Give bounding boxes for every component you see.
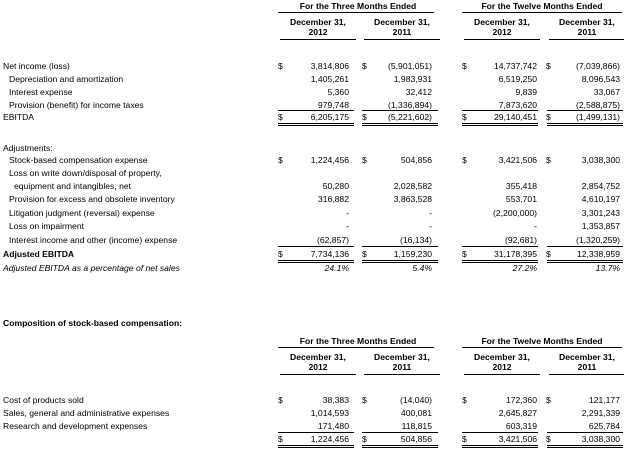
currency-symbol: $ xyxy=(546,395,551,405)
value-cell: 50,280 xyxy=(322,181,349,191)
section-title: Composition of stock-based compensation: xyxy=(3,318,183,328)
value-cell: 2,645,827 xyxy=(498,408,537,418)
column-header-rule xyxy=(280,374,356,375)
column-header-year: 2012 xyxy=(308,362,328,372)
value-cell: 3,038,300 xyxy=(581,155,620,165)
group-header-rule xyxy=(278,347,434,348)
subtotal-rule xyxy=(547,246,623,247)
column-header-rule xyxy=(464,374,540,375)
value-cell: (2,588,875) xyxy=(576,100,620,110)
value-cell: (14,040) xyxy=(399,395,432,405)
value-cell: 38,383 xyxy=(322,395,349,405)
value-cell: 504,856 xyxy=(400,434,432,444)
group-header-rule xyxy=(462,12,622,13)
value-cell: 3,814,806 xyxy=(310,61,349,71)
column-header-rule xyxy=(549,374,624,375)
currency-symbol: $ xyxy=(462,155,467,165)
column-header-line1: December 31, xyxy=(374,352,430,362)
row-label: Loss on impairment xyxy=(9,221,84,231)
total-rule xyxy=(547,125,623,126)
value-cell: 29,140,451 xyxy=(493,112,537,122)
column-header-year: 2012 xyxy=(308,27,328,37)
total-rule xyxy=(462,123,538,124)
value-cell: (16,134) xyxy=(399,235,432,245)
value-cell: 6,205,175 xyxy=(310,112,349,122)
value-cell: 3,038,300 xyxy=(581,434,620,444)
group-header-twelve-months: For the Twelve Months Ended xyxy=(481,336,603,346)
value-cell: 121,177 xyxy=(588,395,620,405)
value-cell: 24.1% xyxy=(324,263,349,273)
currency-symbol: $ xyxy=(362,395,367,405)
value-cell: 33,067 xyxy=(593,87,620,97)
value-cell: 3,301,243 xyxy=(581,208,620,218)
value-cell: - xyxy=(534,221,537,231)
currency-symbol: $ xyxy=(362,249,367,259)
value-cell: 553,701 xyxy=(505,194,537,204)
value-cell: 1,224,456 xyxy=(310,434,349,444)
total-rule xyxy=(547,123,623,124)
subtotal-rule xyxy=(278,246,354,247)
value-cell: 118,815 xyxy=(401,421,432,431)
subtotal-rule xyxy=(278,110,354,111)
currency-symbol: $ xyxy=(362,434,367,444)
subtotal-rule xyxy=(362,432,438,433)
value-cell: 14,737,742 xyxy=(493,61,537,71)
value-cell: 8,096,543 xyxy=(581,74,620,84)
subtotal-rule xyxy=(278,432,354,433)
subtotal-rule xyxy=(547,110,623,111)
value-cell: (1,336,894) xyxy=(388,100,432,110)
total-rule xyxy=(547,445,623,446)
value-cell: 504,856 xyxy=(400,155,432,165)
group-header-rule xyxy=(278,12,434,13)
value-cell: 12,338,959 xyxy=(576,249,620,259)
row-label: Provision for excess and obsolete inventory xyxy=(9,194,175,204)
column-header-line1: December 31, xyxy=(474,17,530,27)
total-rule xyxy=(362,447,438,448)
row-label-adjusted-percentage: Adjusted EBITDA as a percentage of net sales xyxy=(3,263,180,273)
value-cell: 31,178,395 xyxy=(493,249,537,259)
value-cell: 1,159,230 xyxy=(393,249,432,259)
currency-symbol: $ xyxy=(278,61,283,71)
value-cell: (1,499,131) xyxy=(576,112,620,122)
total-rule xyxy=(462,447,538,448)
value-cell: (92,681) xyxy=(504,235,537,245)
total-rule xyxy=(362,260,438,261)
row-label: Cost of products sold xyxy=(3,395,84,405)
subtotal-rule xyxy=(362,110,438,111)
value-cell: 1,983,931 xyxy=(393,74,432,84)
currency-symbol: $ xyxy=(546,434,551,444)
value-cell: 625,784 xyxy=(588,421,620,431)
total-rule xyxy=(362,125,438,126)
total-rule xyxy=(362,445,438,446)
total-rule xyxy=(547,447,623,448)
currency-symbol: $ xyxy=(462,112,467,122)
value-cell: 979,748 xyxy=(317,100,349,110)
currency-symbol: $ xyxy=(546,61,551,71)
column-header-rule xyxy=(364,39,440,40)
column-header-year: 2011 xyxy=(577,362,597,372)
subtotal-rule xyxy=(462,246,538,247)
column-header-year: 2011 xyxy=(392,362,412,372)
column-header-line1: December 31, xyxy=(374,17,430,27)
group-header-three-months: For the Three Months Ended xyxy=(299,1,417,11)
row-label: Research and development expenses xyxy=(3,421,148,431)
subtotal-rule xyxy=(462,432,538,433)
total-rule xyxy=(278,125,354,126)
row-label: Net income (loss) xyxy=(3,61,70,71)
currency-symbol: $ xyxy=(546,155,551,165)
row-label: EBITDA xyxy=(3,112,35,122)
row-label: Interest expense xyxy=(9,87,73,97)
value-cell: 7,734,136 xyxy=(310,249,349,259)
value-cell: (2,200,000) xyxy=(493,208,537,218)
value-cell: 172,360 xyxy=(505,395,537,405)
section-label: Adjustments: xyxy=(3,143,53,153)
value-cell: 3,863,528 xyxy=(393,194,432,204)
column-header-rule xyxy=(364,374,440,375)
currency-symbol: $ xyxy=(278,395,283,405)
row-label-adjusted-ebitda: Adjusted EBITDA xyxy=(3,249,75,259)
column-header-year: 2012 xyxy=(492,27,512,37)
column-header-line1: December 31, xyxy=(474,352,530,362)
total-rule xyxy=(278,260,354,261)
value-cell: 5.4% xyxy=(412,263,432,273)
value-cell: 355,418 xyxy=(505,181,537,191)
total-rule xyxy=(547,260,623,261)
group-header-rule xyxy=(462,347,622,348)
value-cell: 2,854,752 xyxy=(581,181,620,191)
total-rule xyxy=(278,445,354,446)
total-rule xyxy=(462,445,538,446)
column-header-year: 2012 xyxy=(492,362,512,372)
column-header-rule xyxy=(464,39,540,40)
value-cell: 1,405,261 xyxy=(310,74,349,84)
value-cell: 6,519,250 xyxy=(498,74,537,84)
value-cell: 5,360 xyxy=(327,87,349,97)
column-header-year: 2011 xyxy=(392,27,412,37)
currency-symbol: $ xyxy=(278,155,283,165)
row-label: Depreciation and amortization xyxy=(9,74,124,84)
currency-symbol: $ xyxy=(546,249,551,259)
value-cell: - xyxy=(346,221,349,231)
total-rule xyxy=(462,260,538,261)
column-header-rule xyxy=(280,39,356,40)
currency-symbol: $ xyxy=(462,395,467,405)
row-label: Litigation judgment (reversal) expense xyxy=(9,208,155,218)
currency-symbol: $ xyxy=(462,434,467,444)
currency-symbol: $ xyxy=(278,434,283,444)
group-header-twelve-months: For the Twelve Months Ended xyxy=(481,1,603,11)
column-header-line1: December 31, xyxy=(290,352,346,362)
value-cell: 603,319 xyxy=(505,421,537,431)
value-cell: 171,480 xyxy=(317,421,349,431)
row-label: Interest income and other (income) expense xyxy=(9,235,178,245)
value-cell: 1,353,857 xyxy=(581,221,620,231)
total-rule xyxy=(362,123,438,124)
value-cell: - xyxy=(346,208,349,218)
column-header-rule xyxy=(549,39,624,40)
column-header-line1: December 31, xyxy=(559,352,615,362)
value-cell: 4,610,197 xyxy=(581,194,620,204)
subtotal-rule xyxy=(547,432,623,433)
subtotal-rule xyxy=(362,246,438,247)
column-header-year: 2011 xyxy=(577,27,597,37)
value-cell: - xyxy=(429,221,432,231)
column-header-line1: December 31, xyxy=(290,17,346,27)
currency-symbol: $ xyxy=(362,155,367,165)
value-cell: (5,901,051) xyxy=(388,61,432,71)
value-cell: 3,421,506 xyxy=(498,155,537,165)
value-cell: 32,412 xyxy=(405,87,432,97)
row-label: Provision (benefit) for income taxes xyxy=(9,100,144,110)
currency-symbol: $ xyxy=(278,249,283,259)
value-cell: (7,039,866) xyxy=(576,61,620,71)
value-cell: 9,839 xyxy=(515,87,537,97)
currency-symbol: $ xyxy=(462,249,467,259)
currency-symbol: $ xyxy=(362,61,367,71)
row-label: Sales, general and administrative expenses xyxy=(3,408,170,418)
value-cell: 400,081 xyxy=(400,408,432,418)
subtotal-rule xyxy=(462,110,538,111)
column-header-line1: December 31, xyxy=(559,17,615,27)
group-header-three-months: For the Three Months Ended xyxy=(299,336,417,346)
value-cell: - xyxy=(429,208,432,218)
row-label: equipment and intangibles, net xyxy=(14,181,132,191)
row-label: Loss on write down/disposal of property, xyxy=(9,168,162,178)
total-rule xyxy=(278,447,354,448)
value-cell: 2,028,582 xyxy=(393,181,432,191)
value-cell: (5,221,602) xyxy=(388,112,432,122)
value-cell: 27.2% xyxy=(512,263,537,273)
total-rule xyxy=(462,125,538,126)
value-cell: (1,320,259) xyxy=(576,235,620,245)
value-cell: 2,291,339 xyxy=(581,408,620,418)
value-cell: 13.7% xyxy=(595,263,620,273)
value-cell: 316,882 xyxy=(317,194,349,204)
value-cell: (62,857) xyxy=(316,235,349,245)
currency-symbol: $ xyxy=(278,112,283,122)
row-label: Stock-based compensation expense xyxy=(9,155,148,165)
currency-symbol: $ xyxy=(462,61,467,71)
total-rule xyxy=(278,123,354,124)
value-cell: 7,873,620 xyxy=(498,100,537,110)
value-cell: 3,421,506 xyxy=(498,434,537,444)
currency-symbol: $ xyxy=(362,112,367,122)
value-cell: 1,014,593 xyxy=(310,408,349,418)
currency-symbol: $ xyxy=(546,112,551,122)
value-cell: 1,224,456 xyxy=(310,155,349,165)
